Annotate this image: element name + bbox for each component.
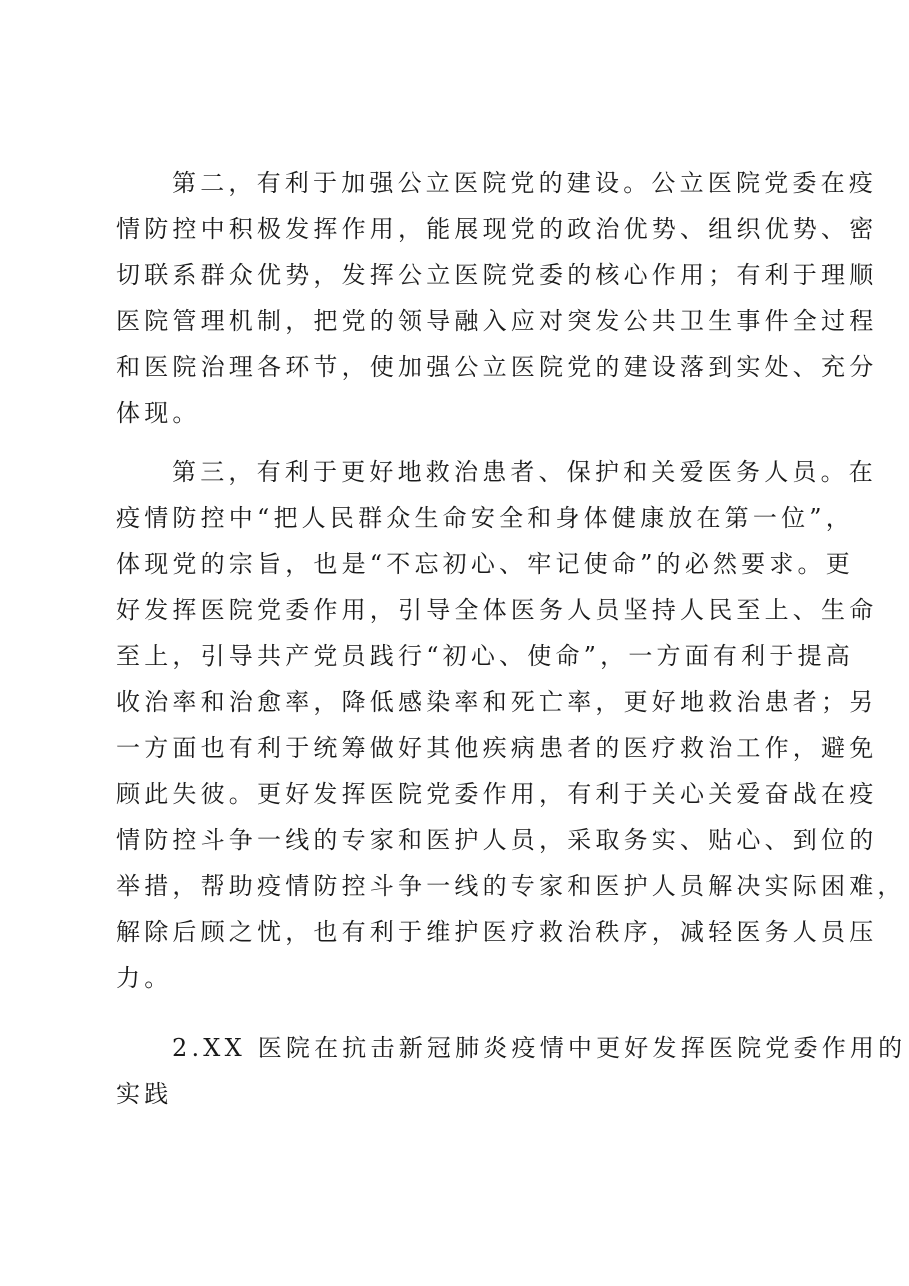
- paragraph-line: 第三，有利于更好地救治患者、保护和关爱医务人员。在: [172, 458, 877, 486]
- paragraph-line: 顾此失彼。更好发挥医院党委作用，有利于关心关爱奋战在疫: [116, 780, 878, 808]
- paragraph-line: 举措，帮助疫情防控斗争一线的专家和医护人员解决实际困难，: [116, 872, 906, 900]
- paragraph-line: 收治率和治愈率，降低感染率和死亡率，更好地救治患者；另: [116, 688, 878, 716]
- paragraph-line: 情防控中积极发挥作用，能展现党的政治优势、组织优势、密: [116, 215, 878, 243]
- paragraph-line: 和医院治理各环节，使加强公立医院党的建设落到实处、充分: [116, 353, 878, 381]
- paragraph-line: 切联系群众优势，发挥公立医院党委的核心作用；有利于理顺: [116, 261, 878, 289]
- paragraph-line: 疫情防控中“把人民群众生命安全和身体健康放在第一位”，: [116, 504, 854, 532]
- paragraph-line: 情防控斗争一线的专家和医护人员，采取务实、贴心、到位的: [116, 826, 878, 854]
- paragraph-2nd-benefit: [116, 160, 878, 436]
- paragraph-line: 医院管理机制，把党的领导融入应对突发公共卫生事件全过程: [116, 307, 878, 335]
- paragraph-line: 一方面也有利于统筹做好其他疾病患者的医疗救治工作，避免: [116, 734, 878, 762]
- paragraph-3rd-benefit: [116, 449, 906, 1001]
- section-heading: [116, 1025, 907, 1117]
- paragraph-line: 好发挥医院党委作用，引导全体医务人员坚持人民至上、生命: [116, 596, 878, 624]
- heading-line: 2.XX 医院在抗击新冠肺炎疫情中更好发挥医院党委作用的: [172, 1034, 907, 1062]
- heading-line: 实践: [116, 1080, 173, 1108]
- paragraph-line: 体现。: [116, 399, 201, 427]
- paragraph-line: 力。: [116, 964, 173, 992]
- paragraph-line: 解除后顾之忧，也有利于维护医疗救治秩序，减轻医务人员压: [116, 918, 878, 946]
- paragraph-line: 体现党的宗旨，也是“不忘初心、牢记使命”的必然要求。更: [116, 550, 854, 578]
- paragraph-line: 至上，引导共产党员践行“初心、使命”，一方面有利于提高: [116, 642, 854, 670]
- paragraph-line: 第二，有利于加强公立医院党的建设。公立医院党委在疫: [172, 169, 877, 197]
